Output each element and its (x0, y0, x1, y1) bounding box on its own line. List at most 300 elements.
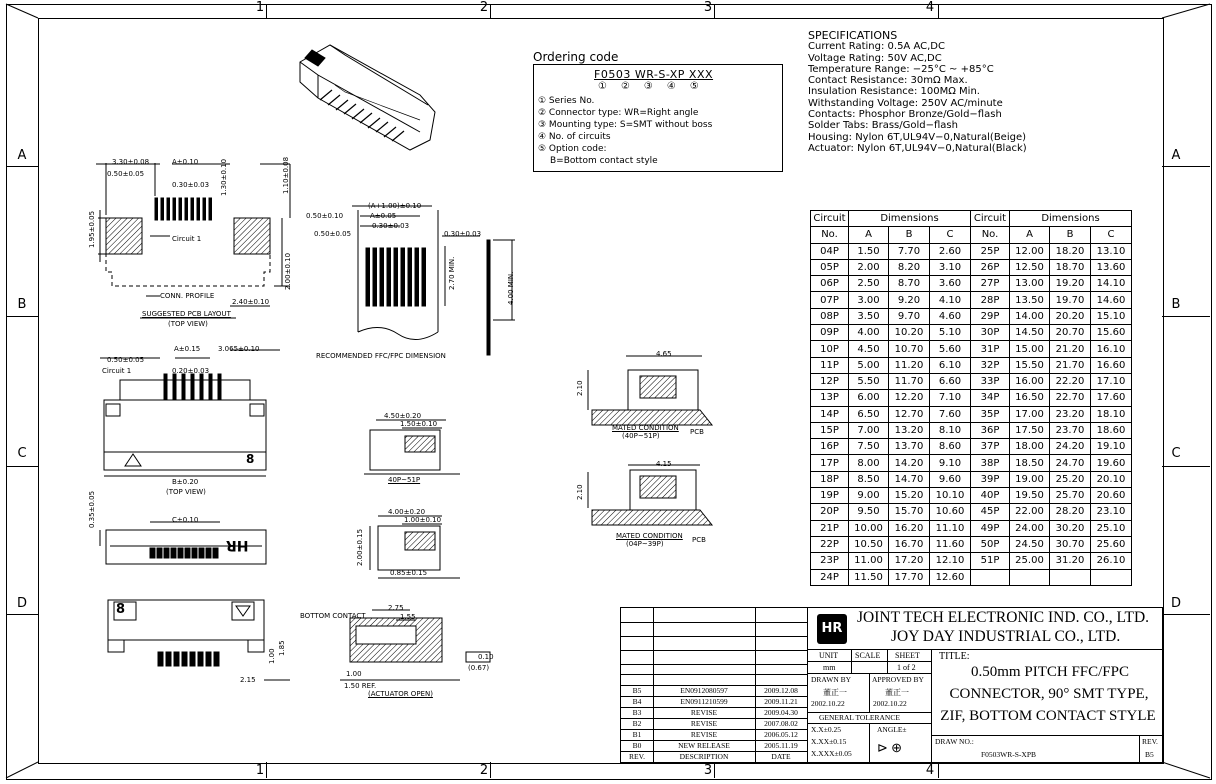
table-cell: 8.00 (849, 455, 889, 471)
table-cell: 15.20 (889, 488, 930, 504)
revision-row (621, 719, 807, 730)
table-cell: 8.50 (849, 471, 889, 487)
ordering-code-markers: ①②③④⑤ (598, 81, 713, 92)
dim-label: (ACTUATOR OPEN) (368, 690, 433, 698)
table-cell: 15.70 (889, 504, 930, 520)
table-cell: 17P (811, 455, 849, 471)
table-cell: 08P (811, 308, 849, 324)
zone-col-3-top: 3 (703, 0, 713, 15)
table-cell: 6.50 (849, 406, 889, 422)
table-cell: 24.00 (1010, 520, 1050, 536)
company-name-2: JOY DAY INDUSTRIAL CO., LTD. (891, 628, 1121, 645)
specifications-title: SPECIFICATIONS (808, 29, 898, 42)
table-cell: 9.00 (849, 488, 889, 504)
revision-cell: EN0911210599 (680, 697, 728, 706)
table-header-row (811, 227, 1132, 243)
table-row (811, 373, 1132, 389)
dim-label: 2.10 (576, 484, 584, 500)
spec-line: Withstanding Voltage: 250V AC/minute (808, 97, 1003, 109)
table-cell: 15.10 (1091, 308, 1132, 324)
table-cell: 20.10 (1091, 471, 1132, 487)
scale-label: SCALE (855, 651, 881, 660)
table-row (811, 422, 1132, 438)
draw-no-value: F0503WR-S-XPB (981, 750, 1037, 759)
ordering-code-value: F0503 WR-S-XP XXX (594, 68, 714, 81)
tolerance-value: X.XXX±0.05 (811, 749, 852, 758)
table-cell: 17.70 (889, 569, 930, 585)
dim-label: 0.85±0.15 (390, 569, 428, 577)
table-cell: 28.20 (1050, 504, 1091, 520)
dim-label: 0.30±0.03 (444, 230, 482, 238)
dim-label: 4.00 MIN. (507, 271, 515, 305)
table-cell: 12.10 (930, 553, 971, 569)
table-cell: 13.60 (1091, 259, 1132, 275)
revision-cell: EN0912080597 (680, 686, 728, 695)
table-cell: 11.70 (889, 373, 930, 389)
table-cell: 11.20 (889, 357, 930, 373)
dim-label: 2.00±0.10 (284, 252, 292, 290)
dim-label: 4.00±0.20 (388, 508, 426, 516)
table-cell: 12.20 (889, 390, 930, 406)
table-cell: 30.20 (1050, 520, 1091, 536)
dim-label: 0.50±0.05 (107, 356, 145, 364)
dim-label: 1.55 (400, 613, 416, 621)
table-cell: 16P (811, 439, 849, 455)
table-cell: 33P (971, 373, 1010, 389)
table-cell: 25.20 (1050, 471, 1091, 487)
table-cell: 14.50 (1010, 325, 1050, 341)
hr-brand-mark: HR (226, 537, 249, 553)
table-cell: 11.60 (930, 536, 971, 552)
dimensions-table (810, 210, 1132, 586)
hr-logo-mark: 8 (246, 452, 255, 466)
company-logo: HR (817, 614, 847, 644)
dim-label: 4.50±0.20 (384, 412, 422, 420)
rev-label: REV. (1142, 737, 1158, 746)
table-header-cell: C (1091, 227, 1132, 243)
table-cell: 22.20 (1050, 373, 1091, 389)
table-cell: 39P (971, 471, 1010, 487)
unit-label: UNIT (819, 651, 839, 660)
table-cell: 25.10 (1091, 520, 1132, 536)
table-cell: 06P (811, 276, 849, 292)
table-row (811, 259, 1132, 275)
table-cell: 34P (971, 390, 1010, 406)
table-cell: 14.00 (1010, 308, 1050, 324)
revision-cell: 2009.11.21 (764, 697, 798, 706)
revision-cell: B3 (632, 708, 642, 717)
revision-cell: NEW RELEASE (678, 741, 730, 750)
dim-label: A±0.05 (370, 212, 397, 220)
pcb-layout-subtitle: (TOP VIEW) (168, 320, 208, 328)
ordering-code-title: Ordering code (533, 50, 619, 64)
table-cell: 19.50 (1010, 488, 1050, 504)
table-cell: 09P (811, 325, 849, 341)
mated-label: MATED CONDITION (616, 532, 683, 540)
table-cell: 31P (971, 341, 1010, 357)
table-cell: 30P (971, 325, 1010, 341)
table-header-cell: Circuit (971, 211, 1010, 227)
dim-label: 0.50±0.05 (107, 170, 145, 178)
table-cell: 4.00 (849, 325, 889, 341)
table-cell: 12P (811, 373, 849, 389)
sheet-value: 1 of 2 (897, 663, 916, 672)
table-header-cell: B (1050, 227, 1091, 243)
revision-header-cell: DATE (771, 752, 791, 761)
dim-label: 3.065±0.10 (218, 345, 260, 353)
table-row (811, 341, 1132, 357)
rev-value: B5 (1145, 750, 1154, 759)
table-cell: 8.60 (930, 439, 971, 455)
table-cell: 40P (971, 488, 1010, 504)
table-cell: 24P (811, 569, 849, 585)
zone-row-a-left: A (17, 148, 27, 163)
tolerance-value: X.XX±0.15 (811, 737, 847, 746)
table-cell: 2.00 (849, 259, 889, 275)
table-cell: 5.60 (930, 341, 971, 357)
revision-cell: 2005.11.19 (764, 741, 798, 750)
table-cell: 37P (971, 439, 1010, 455)
ordering-item: ③ Mounting type: S=SMT without boss (538, 120, 713, 130)
drawn-by-date: 2002.10.22 (811, 699, 845, 708)
dim-label: 4.15 (656, 460, 672, 468)
angle-label: ANGLE± (877, 725, 907, 734)
bottom-view-mark: 8 (116, 602, 126, 617)
table-cell: 20.70 (1050, 325, 1091, 341)
table-cell: 5.10 (930, 325, 971, 341)
ordering-item: ① Series No. (538, 96, 595, 106)
table-cell: 14.20 (889, 455, 930, 471)
table-row (811, 439, 1132, 455)
table-cell: 14.10 (1091, 276, 1132, 292)
dim-label: Circuit 1 (172, 235, 202, 243)
table-cell: 25.70 (1050, 488, 1091, 504)
table-cell: 19.10 (1091, 439, 1132, 455)
table-cell: 7.50 (849, 439, 889, 455)
table-cell: 8.20 (889, 259, 930, 275)
dim-label: (A+1.00)±0.10 (368, 202, 422, 210)
company-name-1: JOINT TECH ELECTRONIC IND. CO., LTD. (857, 609, 1150, 626)
table-cell: 26P (971, 259, 1010, 275)
revision-row (621, 741, 807, 752)
dim-label: 2.40±0.10 (232, 298, 270, 306)
table-cell: 22.70 (1050, 390, 1091, 406)
table-cell: 24.20 (1050, 439, 1091, 455)
table-row (811, 504, 1132, 520)
table-cell: 20.20 (1050, 308, 1091, 324)
table-cell: 16.20 (889, 520, 930, 536)
table-cell: 30.70 (1050, 536, 1091, 552)
pcb-label: PCB (690, 428, 704, 436)
side-view-40p-51p (364, 420, 460, 474)
dim-label: 0.30±0.03 (172, 181, 210, 189)
zone-row-d-left: D (16, 596, 27, 611)
dim-label: 0.20±0.03 (172, 367, 210, 375)
zone-col-4-bottom: 4 (925, 763, 935, 778)
table-cell: 12.60 (930, 569, 971, 585)
table-header-cell: A (1010, 227, 1050, 243)
zone-col-3-bottom: 3 (703, 763, 713, 778)
table-cell: 15P (811, 422, 849, 438)
spec-line: Contact Resistance: 30mΩ Max. (808, 75, 968, 87)
table-cell: 7.00 (849, 422, 889, 438)
table-cell: 29P (971, 308, 1010, 324)
revision-cell: B5 (632, 686, 642, 695)
dim-label: (0.67) (468, 664, 490, 672)
table-cell: 49P (971, 520, 1010, 536)
zone-col-1-bottom: 1 (255, 763, 265, 778)
dim-label: A±0.15 (174, 345, 201, 353)
dim-label: 2.00±0.15 (356, 528, 364, 566)
drawing-title-line: CONNECTOR, 90° SMT TYPE, (949, 686, 1149, 702)
table-cell: 25.60 (1091, 536, 1132, 552)
dim-label: A±0.10 (172, 158, 199, 166)
table-header-cell: Dimensions (849, 211, 971, 227)
table-cell: 16.60 (1091, 357, 1132, 373)
table-cell: 2.60 (930, 243, 971, 259)
table-cell: 15.60 (1091, 325, 1132, 341)
table-cell: 12.70 (889, 406, 930, 422)
table-cell: 20.60 (1091, 488, 1132, 504)
table-cell: 13P (811, 390, 849, 406)
table-cell: 4.60 (930, 308, 971, 324)
table-cell: 9.50 (849, 504, 889, 520)
table-row (811, 357, 1132, 373)
zone-col-2-bottom: 2 (479, 763, 489, 778)
dim-label: 1.10±0.08 (282, 156, 290, 194)
dim-label: 4.65 (656, 350, 672, 358)
table-header-cell: B (889, 227, 930, 243)
tolerance-label: GENERAL TOLERANCE (819, 713, 900, 722)
zone-row-a-right: A (1171, 148, 1181, 163)
table-cell: 4.50 (849, 341, 889, 357)
table-cell: 10.70 (889, 341, 930, 357)
table-cell: 6.10 (930, 357, 971, 373)
table-cell: 18P (811, 471, 849, 487)
ordering-item: B=Bottom contact style (550, 156, 658, 166)
table-cell: 07P (811, 292, 849, 308)
table-cell: 5.00 (849, 357, 889, 373)
dim-label: 1.50 REF. (344, 682, 377, 690)
table-cell: 13.00 (1010, 276, 1050, 292)
revision-header-cell: REV. (629, 752, 645, 761)
table-cell: 18.60 (1091, 422, 1132, 438)
table-cell: 11P (811, 357, 849, 373)
table-cell: 1.50 (849, 243, 889, 259)
title-block (620, 607, 1163, 763)
table-cell: 11.50 (849, 569, 889, 585)
table-cell: 16.70 (889, 536, 930, 552)
table-row (811, 553, 1132, 569)
table-cell: 10.50 (849, 536, 889, 552)
table-row (811, 390, 1132, 406)
draw-no-label: DRAW NO.: (935, 737, 974, 746)
dim-label: B±0.20 (172, 478, 199, 486)
mated-condition-40p-51p (588, 356, 712, 425)
table-cell: 27P (971, 276, 1010, 292)
table-cell: 20P (811, 504, 849, 520)
table-cell: 8.70 (889, 276, 930, 292)
table-cell: 18.50 (1010, 455, 1050, 471)
revision-cell: B1 (632, 730, 642, 739)
table-row (811, 569, 1132, 585)
table-cell: 05P (811, 259, 849, 275)
table-cell: 26.10 (1091, 553, 1132, 569)
dim-label: Circuit 1 (102, 367, 132, 375)
table-header-cell: No. (971, 227, 1010, 243)
table-cell: 28P (971, 292, 1010, 308)
drawn-by-name: 董正一 (823, 688, 847, 697)
table-cell: 9.60 (930, 471, 971, 487)
table-cell: 18.70 (1050, 259, 1091, 275)
table-cell: 19.70 (1050, 292, 1091, 308)
revision-cell: 2009.04.30 (764, 708, 798, 717)
table-cell: 15.50 (1010, 357, 1050, 373)
table-cell: 22P (811, 536, 849, 552)
table-cell: 14.70 (889, 471, 930, 487)
table-cell: 10.60 (930, 504, 971, 520)
table-cell: 19.20 (1050, 276, 1091, 292)
table-cell: 23.10 (1091, 504, 1132, 520)
zone-row-b-left: B (17, 297, 27, 312)
table-cell: 04P (811, 243, 849, 259)
table-cell: 10.20 (889, 325, 930, 341)
table-cell: 22.00 (1010, 504, 1050, 520)
table-cell (1091, 569, 1132, 585)
table-row (811, 276, 1132, 292)
approved-by-date: 2002.10.22 (873, 699, 907, 708)
table-cell: 3.00 (849, 292, 889, 308)
table-cell: 17.50 (1010, 422, 1050, 438)
table-cell: 18.20 (1050, 243, 1091, 259)
dim-label: 0.50±0.10 (306, 212, 344, 220)
table-row (811, 471, 1132, 487)
table-cell: 21.20 (1050, 341, 1091, 357)
spec-line: Actuator: Nylon 6T,UL94V−0,Natural(Black) (808, 142, 1027, 154)
mated-sublabel: (04P~39P) (626, 540, 664, 548)
table-row (811, 536, 1132, 552)
revision-header-row (621, 752, 807, 763)
dim-label: 1.00 (268, 648, 276, 664)
table-cell: 10P (811, 341, 849, 357)
dim-label: CONN. PROFILE (160, 292, 215, 300)
table-row (811, 488, 1132, 504)
mated-condition-04p-39p (588, 465, 712, 525)
zone-col-1-top: 1 (255, 0, 265, 15)
table-cell: 23.20 (1050, 406, 1091, 422)
table-cell: 19.60 (1091, 455, 1132, 471)
table-header-cell: Circuit (811, 211, 849, 227)
revision-cell: 2007.08.02 (764, 719, 798, 728)
spec-line: Solder Tabs: Brass/Gold−flash (808, 120, 958, 132)
mated-sublabel: (40P~51P) (622, 432, 660, 440)
projection-symbol-icon: ⊳ ⊕ (877, 740, 903, 755)
table-cell: 31.20 (1050, 553, 1091, 569)
drawing-title-line: ZIF, BOTTOM CONTACT STYLE (940, 708, 1156, 724)
revision-cell: B4 (632, 697, 642, 706)
table-cell: 23.70 (1050, 422, 1091, 438)
table-header-cell: No. (811, 227, 849, 243)
table-cell: 5.50 (849, 373, 889, 389)
table-cell: 6.60 (930, 373, 971, 389)
revision-cell: B0 (632, 741, 642, 750)
spec-line: Contacts: Phosphor Bronze/Gold−flash (808, 109, 1002, 121)
dim-label: 0.50±0.05 (314, 230, 352, 238)
table-cell: 15.00 (1010, 341, 1050, 357)
table-cell: 21P (811, 520, 849, 536)
zone-col-4-top: 4 (925, 0, 935, 15)
table-row (811, 325, 1132, 341)
table-cell: 19P (811, 488, 849, 504)
table-cell: 24.70 (1050, 455, 1091, 471)
dim-label: 1.85 (278, 640, 286, 656)
table-cell: 45P (971, 504, 1010, 520)
zone-row-b-right: B (1171, 297, 1181, 312)
table-row (811, 520, 1132, 536)
table-cell: 17.10 (1091, 373, 1132, 389)
table-cell: 16.00 (1010, 373, 1050, 389)
dim-label: 3.30±0.08 (112, 158, 150, 166)
table-header-cell: Dimensions (1010, 211, 1132, 227)
ordering-item: ④ No. of circuits (538, 132, 611, 142)
zone-row-c-right: C (1171, 446, 1181, 461)
table-cell: 51P (971, 553, 1010, 569)
table-cell: 36P (971, 422, 1010, 438)
top-view-title: (TOP VIEW) (166, 488, 206, 496)
revision-header-cell: DESCRIPTION (679, 752, 729, 761)
dim-label: 2.70 MIN. (448, 256, 456, 290)
table-cell: 11.10 (930, 520, 971, 536)
table-header-row (811, 211, 1132, 227)
sheet-label: SHEET (895, 651, 920, 660)
table-cell (1050, 569, 1091, 585)
table-cell: 14.60 (1091, 292, 1132, 308)
table-cell: 14P (811, 406, 849, 422)
table-cell: 21.70 (1050, 357, 1091, 373)
table-cell: 3.10 (930, 259, 971, 275)
revision-row (621, 686, 807, 697)
table-cell: 18.00 (1010, 439, 1050, 455)
table-cell: 35P (971, 406, 1010, 422)
specifications-block (808, 30, 1027, 154)
table-cell: 3.60 (930, 276, 971, 292)
table-cell: 18.10 (1091, 406, 1132, 422)
table-header-cell: C (930, 227, 971, 243)
table-cell: 3.50 (849, 308, 889, 324)
table-cell: 16.10 (1091, 341, 1132, 357)
approved-by-label: APPROVED BY (872, 675, 924, 684)
table-cell: 11.00 (849, 553, 889, 569)
unit-value: mm (823, 663, 836, 672)
dim-label: 1.00±0.10 (404, 516, 442, 524)
revision-cell: REVISE (690, 708, 718, 717)
zone-col-2-top: 2 (479, 0, 489, 15)
table-cell: 17.60 (1091, 390, 1132, 406)
ordering-item: ② Connector type: WR=Right angle (538, 108, 699, 118)
table-cell: 12.00 (1010, 243, 1050, 259)
table-cell: 13.20 (889, 422, 930, 438)
drawn-by-label: DRAWN BY (811, 675, 852, 684)
approved-by-name: 董正一 (885, 688, 909, 697)
zone-row-d-right: D (1170, 596, 1181, 611)
connector-bottom-view (108, 600, 290, 680)
revision-cell: REVISE (690, 730, 718, 739)
dim-label: 1.30±0.10 (220, 158, 228, 196)
dim-label: 0.35±0.05 (88, 490, 96, 528)
table-cell: 17.00 (1010, 406, 1050, 422)
revision-cell: REVISE (690, 719, 718, 728)
ordering-code-items (538, 95, 712, 167)
